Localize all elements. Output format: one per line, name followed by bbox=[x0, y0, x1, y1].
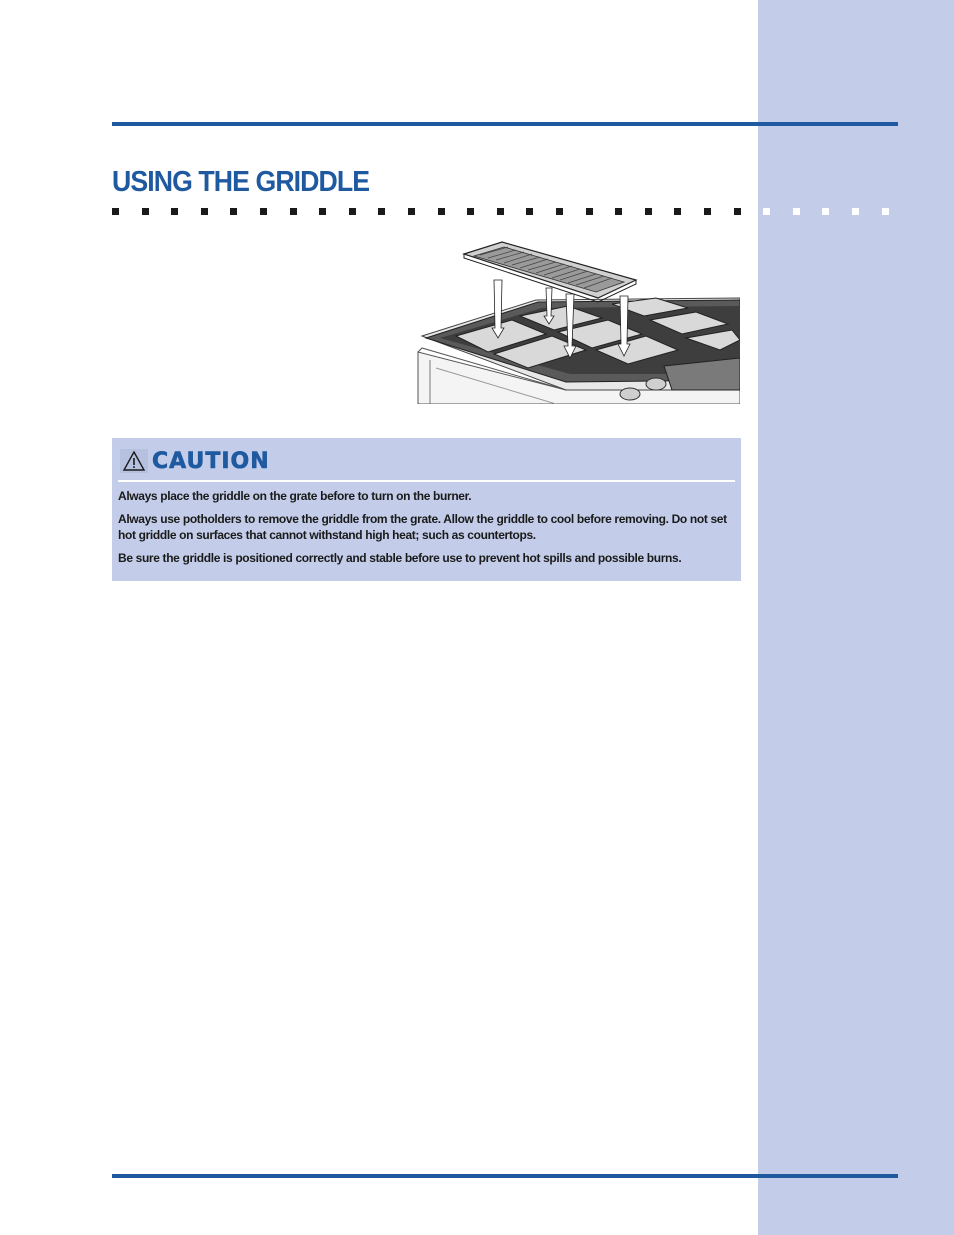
divider-dot bbox=[467, 208, 474, 215]
side-band bbox=[758, 0, 954, 1235]
divider-dot bbox=[734, 208, 741, 215]
divider-dot bbox=[586, 208, 593, 215]
divider-dot bbox=[852, 208, 859, 215]
caution-box bbox=[112, 438, 741, 581]
divider-dot bbox=[142, 208, 149, 215]
divider-dot bbox=[497, 208, 504, 215]
divider-dot bbox=[201, 208, 208, 215]
divider-dot bbox=[230, 208, 237, 215]
dotted-divider bbox=[112, 208, 902, 216]
caution-text bbox=[118, 488, 736, 573]
divider-dot bbox=[260, 208, 267, 215]
warning-triangle-icon bbox=[120, 449, 148, 473]
divider-dot bbox=[378, 208, 385, 215]
divider-dot bbox=[615, 208, 622, 215]
top-rule bbox=[112, 122, 898, 126]
divider-dot bbox=[319, 208, 326, 215]
caution-heading bbox=[120, 448, 270, 474]
caution-paragraph: Be sure the griddle is positioned correctly and stable before use to prevent hot spills and possible burns. bbox=[118, 551, 682, 565]
divider-dot bbox=[704, 208, 711, 215]
griddle-on-cooktop-illustration bbox=[416, 240, 740, 404]
divider-dot bbox=[674, 208, 681, 215]
page-title: USING THE GRIDDLE bbox=[112, 166, 370, 198]
divider-dot bbox=[290, 208, 297, 215]
caution-label: CAUTION bbox=[152, 448, 270, 474]
divider-dot bbox=[526, 208, 533, 215]
divider-dot bbox=[556, 208, 563, 215]
divider-dot bbox=[793, 208, 800, 215]
divider-dot bbox=[882, 208, 889, 215]
divider-dot bbox=[822, 208, 829, 215]
divider-dot bbox=[438, 208, 445, 215]
divider-dot bbox=[645, 208, 652, 215]
divider-dot bbox=[112, 208, 119, 215]
divider-dot bbox=[763, 208, 770, 215]
caution-paragraph: Always place the griddle on the grate before to turn on the burner. bbox=[118, 489, 472, 503]
caution-paragraph: Always use potholders to remove the griddle from the grate. Allow the griddle to cool before removing. Do not set hot griddle on surfaces that cannot withstand high heat; such as countertops. bbox=[118, 512, 727, 542]
divider-dot bbox=[349, 208, 356, 215]
divider-dot bbox=[408, 208, 415, 215]
divider-dot bbox=[171, 208, 178, 215]
caution-divider bbox=[118, 480, 735, 482]
bottom-rule bbox=[112, 1174, 898, 1178]
